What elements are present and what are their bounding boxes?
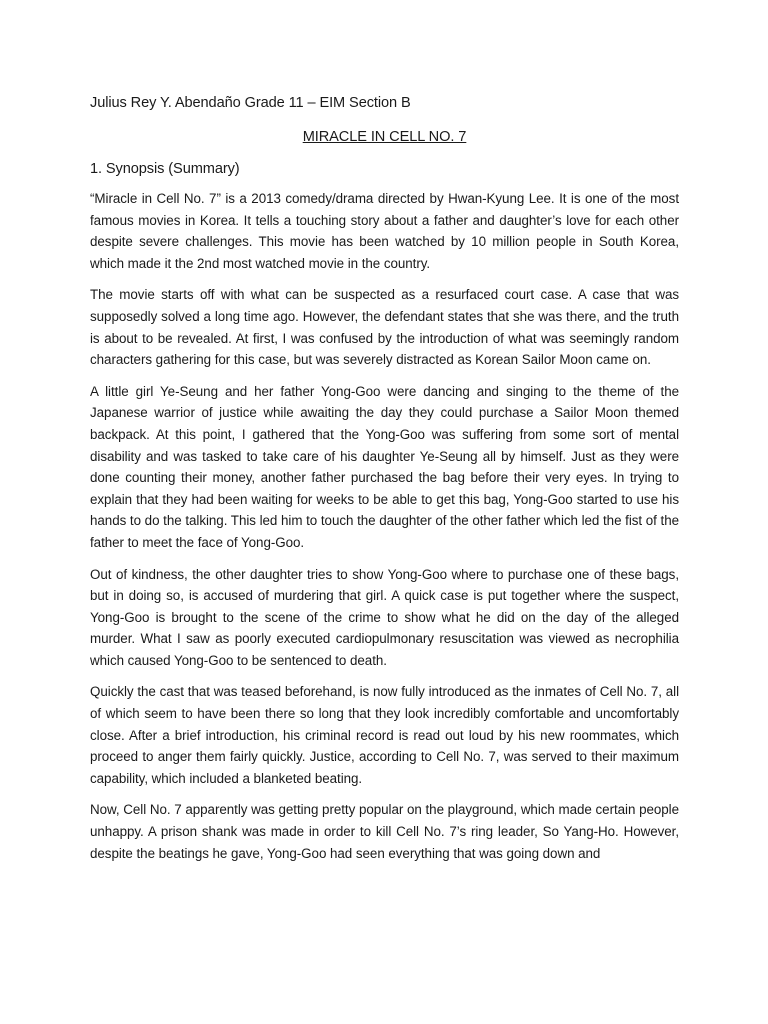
paragraph-3: A little girl Ye-Seung and her father Yong-Goo were dancing and singing to the theme of the Japanese warrior of justice while awaiting the day they could purchase a Sailor Moon themed backpack. At this point, I gathered that the Yong-Goo was suffering from some sort of mental disability and was tasked to take care of his daughter Ye-Seung all by himself. Just as they were done counting their money, another father purchased the bag before their very eyes. In trying to explain that they had been waiting for weeks to be able to get this bag, Yong-Goo started to use his hands to do the talking. This led him to touch the daughter of the other father which led the fist of the father to meet the face of Yong-Goo. [90,383,679,550]
author-line: Julius Rey Y. Abendaño Grade 11 – EIM Section B [90,95,411,111]
paragraph-2: The movie starts off with what can be suspected as a resurfaced court case. A case that was supposedly solved a long time ago. However, the defendant states that she was there, and the truth is about to be revealed. At first, I was confused by the introduction of what was seemingly random characters gathering for this case, but was severely distracted as Korean Sailor Moon came on. [90,287,679,368]
paragraph-1: “Miracle in Cell No. 7” is a 2013 comedy/drama directed by Hwan-Kyung Lee. It is one of the most famous movies in Korea. It tells a touching story about a father and daughter’s love for each other despite severe challenges. This movie has been watched by 10 million people in South Korea, which made it the 2nd most watched movie in the country. [90,191,679,271]
document-title: MIRACLE IN CELL NO. 7 [302,129,467,145]
paragraph-5: Quickly the cast that was teased beforehand, is now fully introduced as the inmates of Cell No. 7, all of which seem to have been there so long that they look incredibly comfortable and uncomfortably close. After a brief introduction, his criminal record is read out loud by his new roommates, which proceed to anger them fairly quickly. Justice, according to Cell No. 7, was served to their maximum capability, which included a blanketed beating. [90,684,679,786]
section-heading: 1. Synopsis (Summary) [90,161,240,177]
paragraph-6: Now, Cell No. 7 apparently was getting pretty popular on the playground, which made certain people unhappy. A prison shank was made in order to kill Cell No. 7’s ring leader, So Yang-Ho. However, despite the beatings he gave, Yong-Goo had seen everything that was going down and [90,802,679,861]
paragraph-4: Out of kindness, the other daughter tries to show Yong-Goo where to purchase one of these bags, but in doing so, is accused of murdering that girl. A quick case is put together where the suspect, Yong-Goo is brought to the scene of the crime to show what he did on the day of the alleged murder. What I saw as poorly executed cardiopulmonary resuscitation was viewed as necrophilia which caused Yong-Goo to be sentenced to death. [90,566,679,668]
document-page [90,92,679,874]
